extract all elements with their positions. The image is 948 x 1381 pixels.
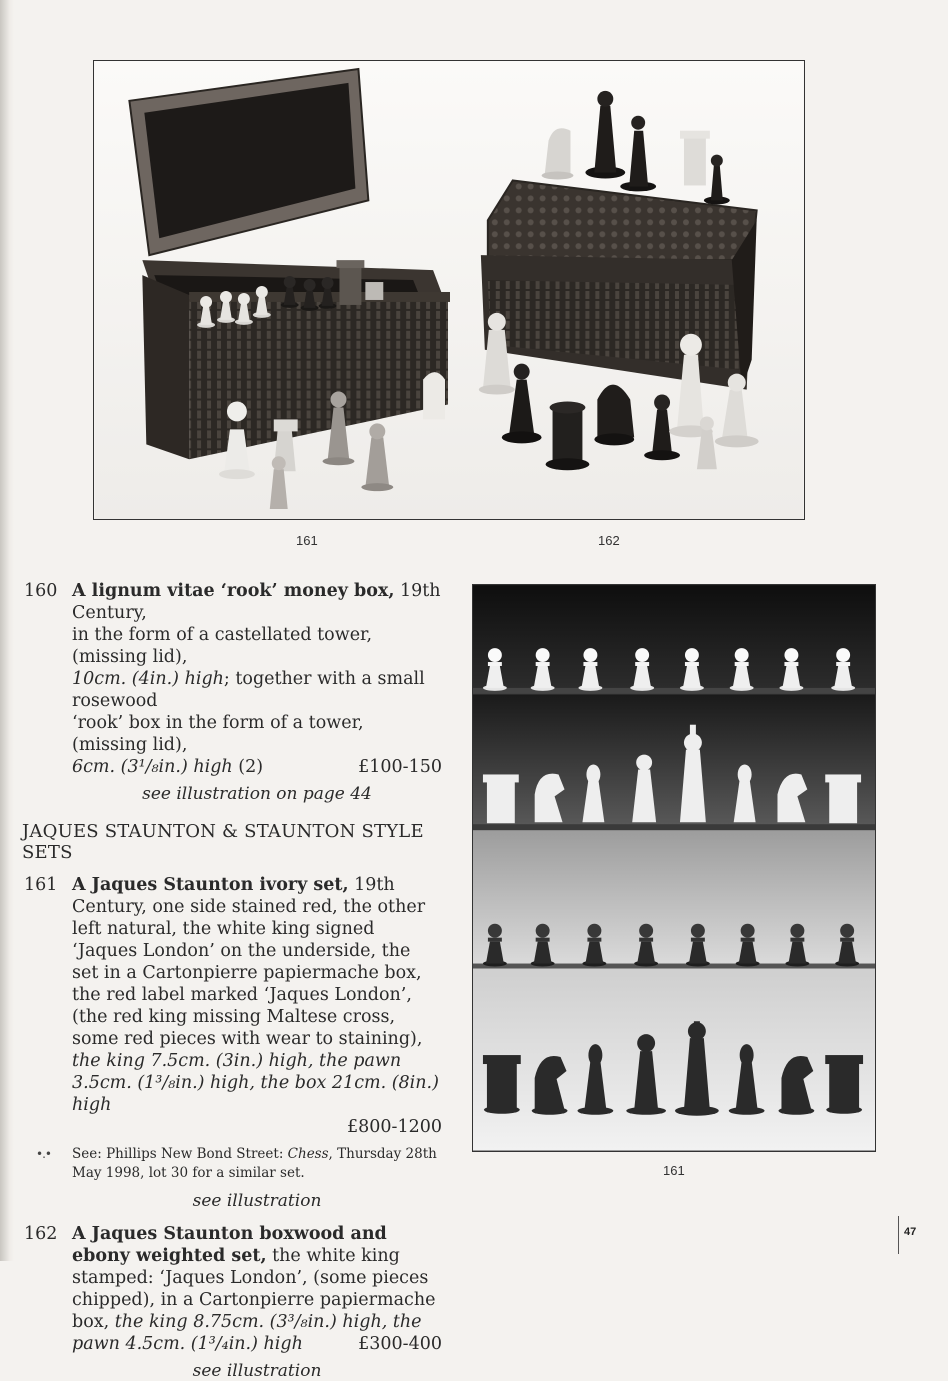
lot-title: A lignum vitae ‘rook’ money box,	[72, 581, 395, 601]
lot-title: A Jaques Staunton boxwood and ebony weighted set,	[72, 1224, 387, 1266]
ivory-symbol-icon: •.•	[36, 1147, 51, 1161]
lot-description: the white king stamped: ‘Jaques London’, (some pieces chipped), in a Cartonpierre papiermache box,	[72, 1246, 436, 1332]
reference-note: •.• See: Phillips New Bond Street: Chess, Thursday 28th May 1998, lot 30 for a similar set.	[36, 1146, 437, 1181]
chess-set-photograph	[472, 584, 876, 1152]
lot-estimate: £800-1200	[347, 1117, 442, 1137]
book-spine-shadow	[0, 0, 14, 1261]
caption-162: 162	[598, 533, 620, 548]
caption-161: 161	[296, 533, 318, 548]
caption-right-photo: 161	[663, 1163, 685, 1178]
see-illustration-note: see illustration on page 44	[142, 784, 372, 804]
section-heading: JAQUES STAUNTON & STAUNTON STYLE SETS	[22, 821, 424, 863]
lot-description: 19th Century, one side stained red, the other left natural, the white king signed ‘Jaques London’ on the underside, the set in a Cartonpierre papiermache box, the red label marked ‘Jaques London’, (the red king missing Maltese cross, some red pieces with wear to staining),	[72, 875, 426, 1049]
lot-number: 162	[24, 1224, 58, 1244]
lot-number: 160	[24, 581, 58, 601]
lot-title: A Jaques Staunton ivory set,	[72, 875, 349, 895]
lot-estimate: £300-400	[358, 1334, 442, 1354]
see-illustration-note: see illustration	[192, 1361, 322, 1381]
page-number-rule	[898, 1216, 899, 1254]
lot-number: 161	[24, 875, 58, 895]
page-number: 47	[904, 1226, 917, 1238]
lot-160: 160 A lignum vitae ‘rook’ money box, 19th Century, in the form of a castellated tower, (missing lid), 10cm. (4in.) high; together with a small rosewood ‘rook’ box in the form of a tower, (missing lid), 6cm. (3¹/₈in.) high (2) £100-150	[24, 581, 442, 777]
lot-dimensions: 10cm. (4in.) high	[72, 669, 224, 689]
lot-estimate: £100-150	[358, 757, 442, 777]
lot-162	[22, 1223, 442, 1355]
top-photograph	[93, 60, 805, 520]
lot-161	[22, 874, 442, 1138]
lot-dimensions: the king 8.75cm. (3³/₈in.) high, the pawn 4.5cm. (1³/₄in.) high	[72, 1312, 422, 1354]
lot-dimensions: the king 7.5cm. (3in.) high, the pawn 3.5cm. (1³/₈in.) high, the box 21cm. (8in.) high	[72, 1051, 439, 1115]
see-illustration-note: see illustration	[192, 1191, 322, 1211]
